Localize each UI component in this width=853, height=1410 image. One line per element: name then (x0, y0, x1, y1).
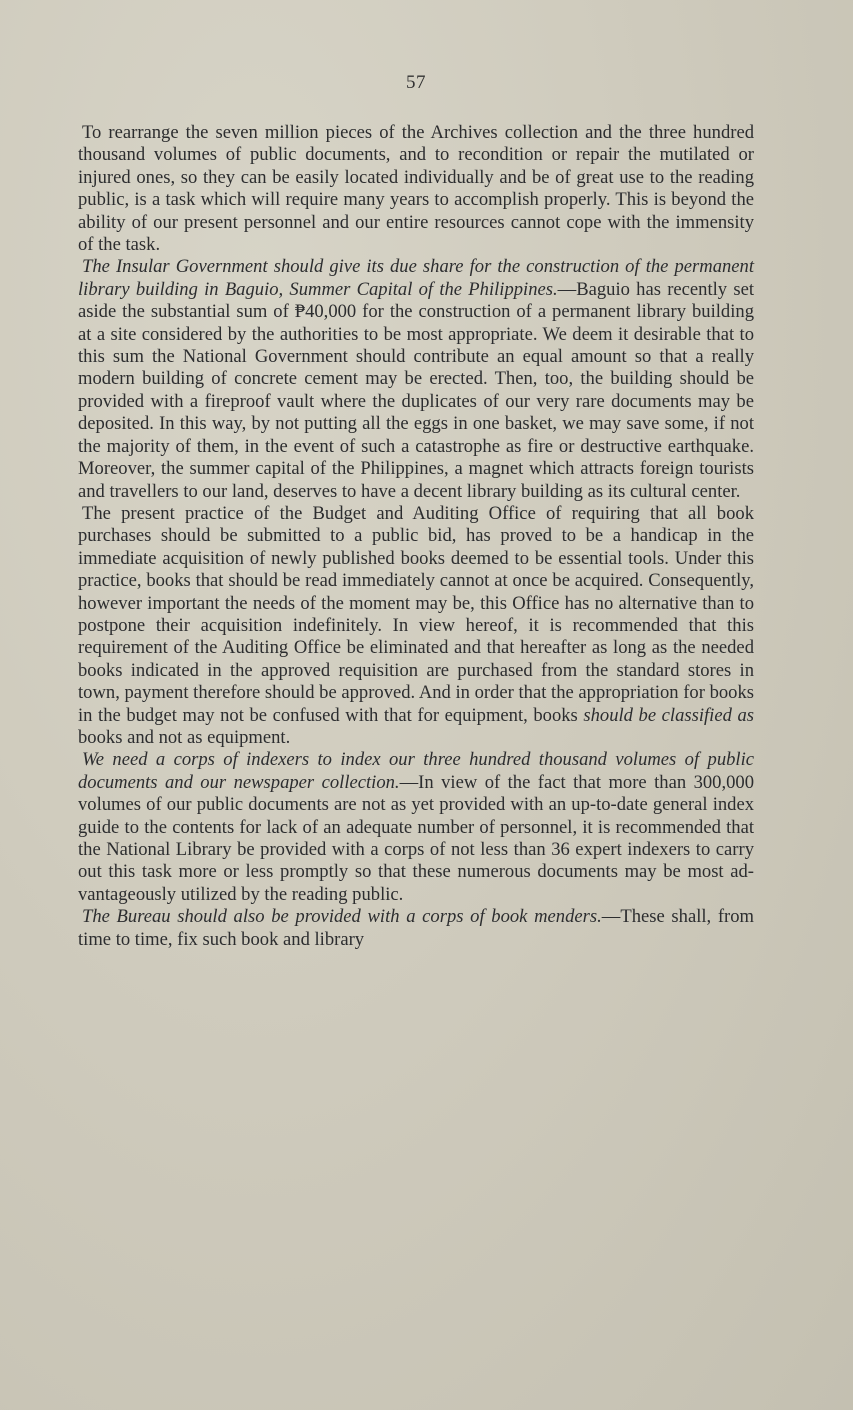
paragraph-indexers (78, 749, 754, 906)
paragraph-italic-heading: The Insular Government should give its due share for the construction of the permanent library building in Baguio, Summer Capital of the Philippines. (78, 256, 754, 300)
document-page (78, 72, 754, 951)
paragraph-book-purchases (78, 503, 754, 749)
paragraph-baguio-library (78, 256, 754, 502)
page-number: 57 (406, 72, 426, 93)
paragraph-italic-phrase: should be classified as (583, 704, 755, 726)
paragraph-text: —Baguio has recently set aside the substantial sum of ₱40,000 for the construction of a permanent library building at a site considered by the authorities to be most appropriate. We deem it desirable that to this sum the National Government should contribute an equal amount so that a really modern building of concrete cement may be erected. Then, too, the building should be provided with a fireproof vault where the duplicates of our very rare documents may be deposited. In this way, by not putting all the eggs in one basket, we may save some, if not the majority of them, in the event of such a catastrophe as fire or destructive earthquake. Moreover, the summer capital of the Philippines, a magnet which attracts foreign tourists and travellers to our land, deserves to have a decent library building as its cultural center. (78, 278, 754, 502)
paragraph-text: To rearrange the seven million pieces of the Archives collection and the three hundred thousand volumes of public documents, and to recondition or repair the mutilated or injured ones, so they can be easily located individually and be of great use to the reading public, is a task which will require many years to accomplish properly. This is beyond the ability of our present personnel and our entire resources cannot cope with the immensity of the task. (78, 122, 754, 256)
paragraph-archives-rearrangement (78, 122, 754, 256)
paragraph-italic-heading: The Bureau should also be provided with a corps of book menders. (82, 906, 602, 928)
paragraph-text-after: books and not as equipment. (78, 726, 291, 748)
paragraph-book-menders (78, 906, 754, 951)
paragraph-text: —In view of the fact that more than 300,000 volumes of our public documents are not as yet provided with an up-to-date general index guide to the contents for lack of an adequate number of personnel, it is recommended that the National Library be provided with a corps of not less than 36 expert indexers to carry out this task more or less promptly so that these numerous documents may be most advantageously utilized by the reading public. (78, 771, 754, 905)
paragraph-text: —These shall, from time to time, fix such book and library (78, 906, 754, 950)
paragraph-italic-heading: We need a corps of indexers to index our three hundred thousand volumes of public documents and our newspaper collection. (78, 749, 754, 793)
paragraph-text: The present practice of the Budget and Auditing Office of requiring that all book purchases should be submitted to a public bid, has proved to be a handicap in the immediate acquisition of newly published books deemed to be essential tools. Under this practice, books that should be read immediately cannot at once be acquired. Consequently, however important the needs of the moment may be, this Office has no alternative than to postpone their acquisition indefinitely. In view hereof, it is recommended that this requirement of the Auditing Office be eliminated and that hereafter as long as the needed books indicated in the approved requisition are purchased from the standard stores in town, payment therefore should be approved. And in order that the appropriation for books in the budget may not be confused with that for equipment, books (78, 502, 754, 726)
